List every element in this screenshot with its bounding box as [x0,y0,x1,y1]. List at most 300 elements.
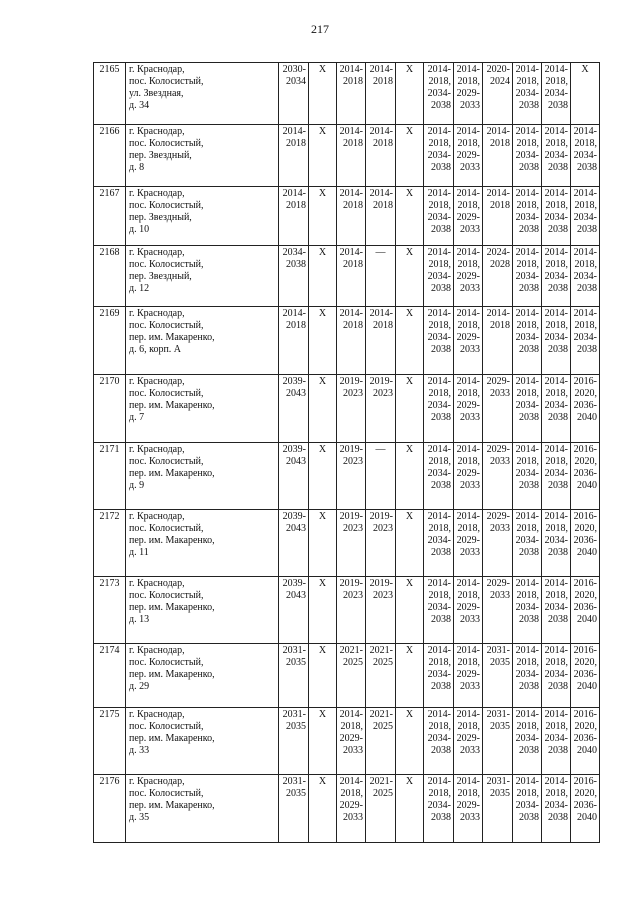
period-line: 2033 [460,100,480,111]
period-line: 2014- [339,247,363,258]
period-line: 2014- [427,247,451,258]
period-line: 2014- [339,188,363,199]
table-row [94,443,600,510]
period-line: 2021- [369,709,393,720]
address-line: пер. Звездный, [129,271,192,282]
period-line: 2029- [456,800,480,811]
address-cell [126,510,279,577]
period-line: 2030- [282,64,306,75]
period-line: 2038 [431,547,451,558]
period-line: 2014- [456,126,480,137]
period-cell [396,510,424,577]
period-line: 2034- [515,669,539,680]
period-line: 2034- [515,468,539,479]
period-line: 2034- [544,332,568,343]
period-line: 2014- [515,126,539,137]
period-line: 2019- [369,578,393,589]
period-line: 2018, [428,721,451,732]
period-line: 2023 [343,590,363,601]
row-number: 2169 [94,307,126,375]
period-cell [396,246,424,307]
period-line: 2018, [457,200,480,211]
period-cell [279,375,309,443]
period-cell [366,775,396,843]
address-line: пер. им. Макаренко, [129,669,215,680]
period-line: 2014- [515,308,539,319]
period-cell [366,187,396,246]
period-cell [337,644,366,708]
period-line: 2034- [544,88,568,99]
period-cell [424,187,454,246]
period-cell [454,246,483,307]
period-line: 2034- [427,602,451,613]
period-cell [424,443,454,510]
period-cell [309,187,337,246]
period-cell [279,125,309,187]
period-line: 2018, [545,388,568,399]
address-line: пер. Звездный, [129,212,192,223]
period-cell [337,246,366,307]
period-line: 2033 [343,812,363,823]
period-line: 2014- [427,645,451,656]
period-line: 2016- [573,578,597,589]
period-line: 2018, [574,320,597,331]
period-line: 2029- [339,800,363,811]
period-cell [483,375,513,443]
period-line: 2020, [574,657,597,668]
period-line: 2020, [574,590,597,601]
period-line: 2039- [282,376,306,387]
period-line: 2023 [373,590,393,601]
period-line: 2038 [519,344,539,355]
period-line: 2014- [456,645,480,656]
period-line: 2034- [544,800,568,811]
period-cell [396,375,424,443]
period-line: 2029- [456,400,480,411]
period-line: 2038 [431,224,451,235]
period-cell [309,63,337,125]
period-line: 2014- [427,776,451,787]
period-line: 2029- [456,602,480,613]
period-cell [542,63,571,125]
period-line: 2036- [573,535,597,546]
period-cell [571,307,600,375]
table-row [94,577,600,644]
period-line: 2018, [516,138,539,149]
period-cell [542,775,571,843]
period-line: 2014- [573,308,597,319]
period-line: 2018, [516,788,539,799]
period-cell [571,644,600,708]
address-cell [126,443,279,510]
period-line: 2024- [486,247,510,258]
period-line: 2014- [282,126,306,137]
period-line: 2014- [544,64,568,75]
period-line: 2034- [515,88,539,99]
period-cell [309,443,337,510]
address-line: г. Краснодар, [129,645,185,656]
period-cell [542,307,571,375]
address-line: пер. им. Макаренко, [129,733,215,744]
address-line: пос. Колосистый, [129,721,204,732]
period-line: 2018, [457,590,480,601]
period-line: X [581,64,589,75]
period-line: 2018 [343,138,363,149]
address-cell [126,577,279,644]
address-line: пос. Колосистый, [129,523,204,534]
period-cell [309,375,337,443]
period-line: — [375,247,386,258]
period-cell [454,708,483,775]
period-cell [542,246,571,307]
address-cell [126,187,279,246]
period-cell [513,644,542,708]
period-line: 2029- [456,332,480,343]
period-line: 2040 [577,480,597,491]
period-line: 2014- [515,376,539,387]
period-cell [483,577,513,644]
period-cell [454,443,483,510]
period-cell [366,708,396,775]
period-line: 2033 [460,344,480,355]
address-line: д. 10 [129,224,150,235]
period-line: 2023 [343,523,363,534]
period-line: 2014- [544,444,568,455]
period-line: 2024 [490,76,510,87]
period-line: X [318,64,327,75]
address-line: пер. Звездный, [129,150,192,161]
address-line: д. 33 [129,745,150,756]
period-line: X [318,308,327,319]
table-row [94,510,600,577]
address-cell [126,63,279,125]
period-cell [366,577,396,644]
period-line: 2036- [573,400,597,411]
period-cell [279,510,309,577]
period-line: 2038 [431,344,451,355]
period-line: 2018 [373,76,393,87]
table-row [94,644,600,708]
period-line: 2014- [515,64,539,75]
period-cell [337,125,366,187]
table-row [94,307,600,375]
period-line: 2018, [428,200,451,211]
address-line: пер. им. Макаренко, [129,800,215,811]
period-line: 2038 [548,344,568,355]
period-cell [279,187,309,246]
period-line: 2034- [544,669,568,680]
period-line: 2034- [573,271,597,282]
period-cell [279,246,309,307]
period-line: 2039- [282,444,306,455]
period-cell [366,307,396,375]
period-line: 2016- [573,376,597,387]
period-cell [454,775,483,843]
period-cell [396,644,424,708]
period-line: 2014- [369,64,393,75]
period-line: 2034- [427,535,451,546]
table-row [94,246,600,307]
address-line: д. 13 [129,614,150,625]
period-line: 2018, [457,657,480,668]
period-line: 2014- [456,247,480,258]
period-line: 2019- [369,376,393,387]
period-line: 2019- [339,444,363,455]
period-cell [396,708,424,775]
period-line: 2025 [373,721,393,732]
period-line: 2018, [340,721,363,732]
address-line: ул. Звездная, [129,88,184,99]
period-line: 2034- [427,800,451,811]
period-line: 2016- [573,511,597,522]
address-line: г. Краснодар, [129,511,185,522]
period-line: 2014- [427,709,451,720]
period-line: 2033 [460,812,480,823]
period-line: 2029- [456,150,480,161]
period-line: 2036- [573,800,597,811]
period-line: X [318,511,327,522]
period-line: 2018, [457,320,480,331]
period-cell [337,307,366,375]
period-line: X [318,126,327,137]
period-line: 2016- [573,645,597,656]
period-line: 2038 [431,283,451,294]
period-line: 2028 [490,259,510,270]
period-line: 2038 [431,162,451,173]
period-line: 2014- [544,511,568,522]
period-line: 2034- [515,602,539,613]
period-line: 2038 [431,412,451,423]
period-cell [571,125,600,187]
period-line: 2031- [282,709,306,720]
period-line: 2033 [460,480,480,491]
period-line: 2018, [457,76,480,87]
period-line: 2014- [427,578,451,589]
period-line: 2039- [282,578,306,589]
period-cell [513,187,542,246]
period-line: 2033 [343,745,363,756]
period-line: 2014- [515,776,539,787]
period-line: 2020, [574,388,597,399]
period-line: 2018 [490,320,510,331]
period-line: 2033 [460,283,480,294]
period-line: 2023 [343,456,363,467]
period-line: 2018, [340,788,363,799]
period-line: 2036- [573,602,597,613]
period-line: 2018, [545,138,568,149]
period-line: X [405,64,414,75]
period-line: 2018, [516,721,539,732]
period-line: X [405,709,414,720]
period-cell [279,63,309,125]
period-line: 2029- [486,511,510,522]
period-line: 2018, [545,76,568,87]
row-number: 2167 [94,187,126,246]
period-line: X [405,126,414,137]
period-cell [309,125,337,187]
period-line: 2018, [516,590,539,601]
period-cell [483,187,513,246]
address-line: пос. Колосистый, [129,138,204,149]
period-line: 2025 [343,657,363,668]
period-line: 2014- [544,578,568,589]
period-line: 2014- [544,188,568,199]
period-line: 2014- [427,64,451,75]
period-cell [309,644,337,708]
period-line: 2038 [548,100,568,111]
period-line: 2018, [428,590,451,601]
period-line: 2043 [286,456,306,467]
period-line: 2019- [339,511,363,522]
address-line: пос. Колосистый, [129,788,204,799]
period-line: 2029- [456,669,480,680]
period-line: 2034- [544,602,568,613]
period-line: 2038 [519,812,539,823]
period-cell [337,63,366,125]
period-line: 2018, [428,788,451,799]
period-line: 2014- [282,308,306,319]
period-line: 2043 [286,523,306,534]
address-line: пер. им. Макаренко, [129,332,215,343]
period-cell [309,775,337,843]
period-line: 2038 [431,745,451,756]
row-number: 2168 [94,246,126,307]
period-line: 2018, [516,657,539,668]
period-line: X [318,188,327,199]
period-line: X [318,444,327,455]
period-cell [542,510,571,577]
period-cell [571,187,600,246]
address-line: пос. Колосистый, [129,76,204,87]
period-line: 2033 [460,224,480,235]
period-cell [366,510,396,577]
period-cell [337,187,366,246]
period-line: 2018, [457,259,480,270]
page-number: 217 [311,22,329,36]
period-line: 2018, [428,76,451,87]
period-line: 2038 [286,259,306,270]
period-line: 2018 [373,320,393,331]
row-number: 2174 [94,644,126,708]
address-line: пос. Колосистый, [129,590,204,601]
period-line: 2034- [427,88,451,99]
period-line: 2034- [515,535,539,546]
period-line: 2014- [515,578,539,589]
period-line: 2014- [456,376,480,387]
period-line: 2034- [515,212,539,223]
period-cell [309,307,337,375]
period-line: 2014- [427,376,451,387]
period-line: 2038 [519,283,539,294]
period-line: 2014- [515,645,539,656]
period-cell [396,307,424,375]
period-line: 2029- [456,88,480,99]
period-line: 2014- [486,126,510,137]
period-line: 2040 [577,812,597,823]
period-cell [279,775,309,843]
period-line: 2014- [515,511,539,522]
period-line: 2029- [486,376,510,387]
period-line: 2038 [519,162,539,173]
period-line: 2034- [427,468,451,479]
period-line: 2040 [577,547,597,558]
period-line: 2018, [516,76,539,87]
period-cell [279,443,309,510]
period-line: 2029- [456,535,480,546]
period-line: 2035 [286,721,306,732]
period-cell [337,775,366,843]
period-line: 2018, [574,138,597,149]
period-cell [571,246,600,307]
address-line: пос. Колосистый, [129,657,204,668]
period-line: 2023 [373,523,393,534]
period-line: 2018, [457,523,480,534]
period-line: 2016- [573,444,597,455]
period-line: — [375,444,386,455]
period-line: 2018, [516,388,539,399]
address-line: д. 9 [129,480,145,491]
row-number: 2175 [94,708,126,775]
period-line: 2018, [545,200,568,211]
address-line: г. Краснодар, [129,308,185,319]
schedule-table [93,62,600,843]
period-cell [366,644,396,708]
period-cell [424,307,454,375]
address-line: г. Краснодар, [129,247,185,258]
period-line: 2038 [431,100,451,111]
period-line: 2035 [490,788,510,799]
period-cell [542,375,571,443]
period-cell [542,644,571,708]
period-cell [571,63,600,125]
period-line: 2014- [573,188,597,199]
period-line: X [405,511,414,522]
period-line: 2014- [486,188,510,199]
period-line: 2014- [427,444,451,455]
period-cell [309,577,337,644]
period-line: 2018 [373,200,393,211]
period-cell [279,307,309,375]
period-line: 2038 [519,614,539,625]
period-cell [483,775,513,843]
period-cell [571,443,600,510]
address-line: г. Краснодар, [129,578,185,589]
period-cell [424,246,454,307]
period-line: 2038 [548,745,568,756]
period-line: 2014- [456,308,480,319]
period-line: 2034- [427,271,451,282]
period-line: 2031- [282,645,306,656]
period-line: 2014- [282,188,306,199]
period-line: 2029- [486,444,510,455]
period-cell [424,375,454,443]
period-cell [513,775,542,843]
address-cell [126,775,279,843]
period-line: 2020, [574,456,597,467]
period-line: X [405,578,414,589]
period-line: 2034- [282,247,306,258]
period-line: 2033 [460,162,480,173]
period-line: 2023 [343,388,363,399]
period-line: X [405,188,414,199]
period-cell [483,125,513,187]
period-cell [337,577,366,644]
period-line: 2018, [457,721,480,732]
period-line: 2021- [369,776,393,787]
period-line: 2018, [545,259,568,270]
period-line: 2034- [515,332,539,343]
period-line: 2034- [515,733,539,744]
